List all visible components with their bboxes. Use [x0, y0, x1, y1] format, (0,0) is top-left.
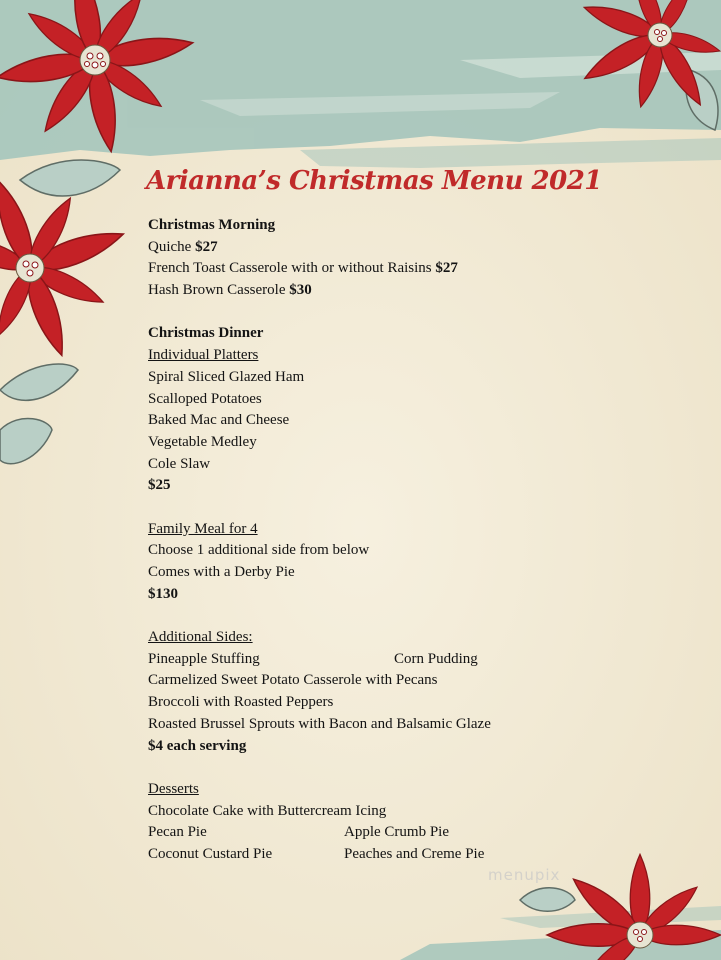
menu-item: Pecan Pie	[148, 824, 207, 841]
item-price: $30	[289, 282, 312, 299]
menu-item: Coconut Custard Pie	[148, 845, 273, 862]
menu-item-row	[148, 649, 688, 671]
menu-item	[148, 237, 688, 259]
menu-item: Carmelized Sweet Potato Casserole with Pecans	[148, 672, 438, 689]
menu-item	[148, 258, 688, 280]
watermark-logo: menupix	[488, 866, 561, 884]
subheading-family-meal: Family Meal for 4	[148, 520, 258, 537]
subheading-desserts: Desserts	[148, 780, 199, 797]
menu-item: Apple Crumb Pie	[344, 824, 449, 841]
item-name: French Toast Casserole with or without Raisins	[148, 260, 436, 277]
menu-item: Baked Mac and Cheese	[148, 412, 290, 429]
subheading-additional-sides: Additional Sides:	[148, 629, 253, 646]
menu-item: Comes with a Derby Pie	[148, 564, 295, 580]
platter-price: $25	[148, 477, 171, 494]
item-name: Hash Brown Casserole	[148, 282, 290, 299]
item-price: $27	[195, 238, 218, 255]
menu-item: Spiral Sliced Glazed Ham	[148, 368, 305, 385]
sides-price: $4 each serving	[148, 737, 247, 754]
section-heading-dinner: Christmas Dinner	[148, 325, 264, 342]
subheading-individual-platters: Individual Platters	[148, 347, 259, 364]
menu-item: Peaches and Creme Pie	[344, 845, 485, 862]
menu-item: Choose 1 additional side from below	[148, 542, 370, 559]
menu-item	[148, 280, 688, 302]
menu-body	[148, 215, 688, 866]
menu-title: Arianna’s Christmas Menu 2021	[146, 166, 602, 196]
menu-item: Corn Pudding	[394, 650, 478, 667]
menu-item: Chocolate Cake with Buttercream Icing	[148, 802, 387, 819]
menu-item-row	[148, 822, 688, 844]
menu-item-row	[148, 844, 688, 866]
menu-item: Broccoli with Roasted Peppers	[148, 694, 334, 711]
menu-item: Roasted Brussel Sprouts with Bacon and Balsamic Glaze	[148, 715, 491, 732]
menu-item: Scalloped Potatoes	[148, 390, 262, 407]
menu-item: Pineapple Stuffing	[148, 650, 260, 667]
item-price: $27	[435, 260, 458, 277]
menu-item: Vegetable Medley	[148, 433, 257, 450]
family-meal-price: $130	[148, 585, 178, 602]
item-name: Quiche	[148, 238, 196, 255]
menu-item: Cole Slaw	[148, 455, 211, 472]
section-heading-morning: Christmas Morning	[148, 217, 276, 233]
